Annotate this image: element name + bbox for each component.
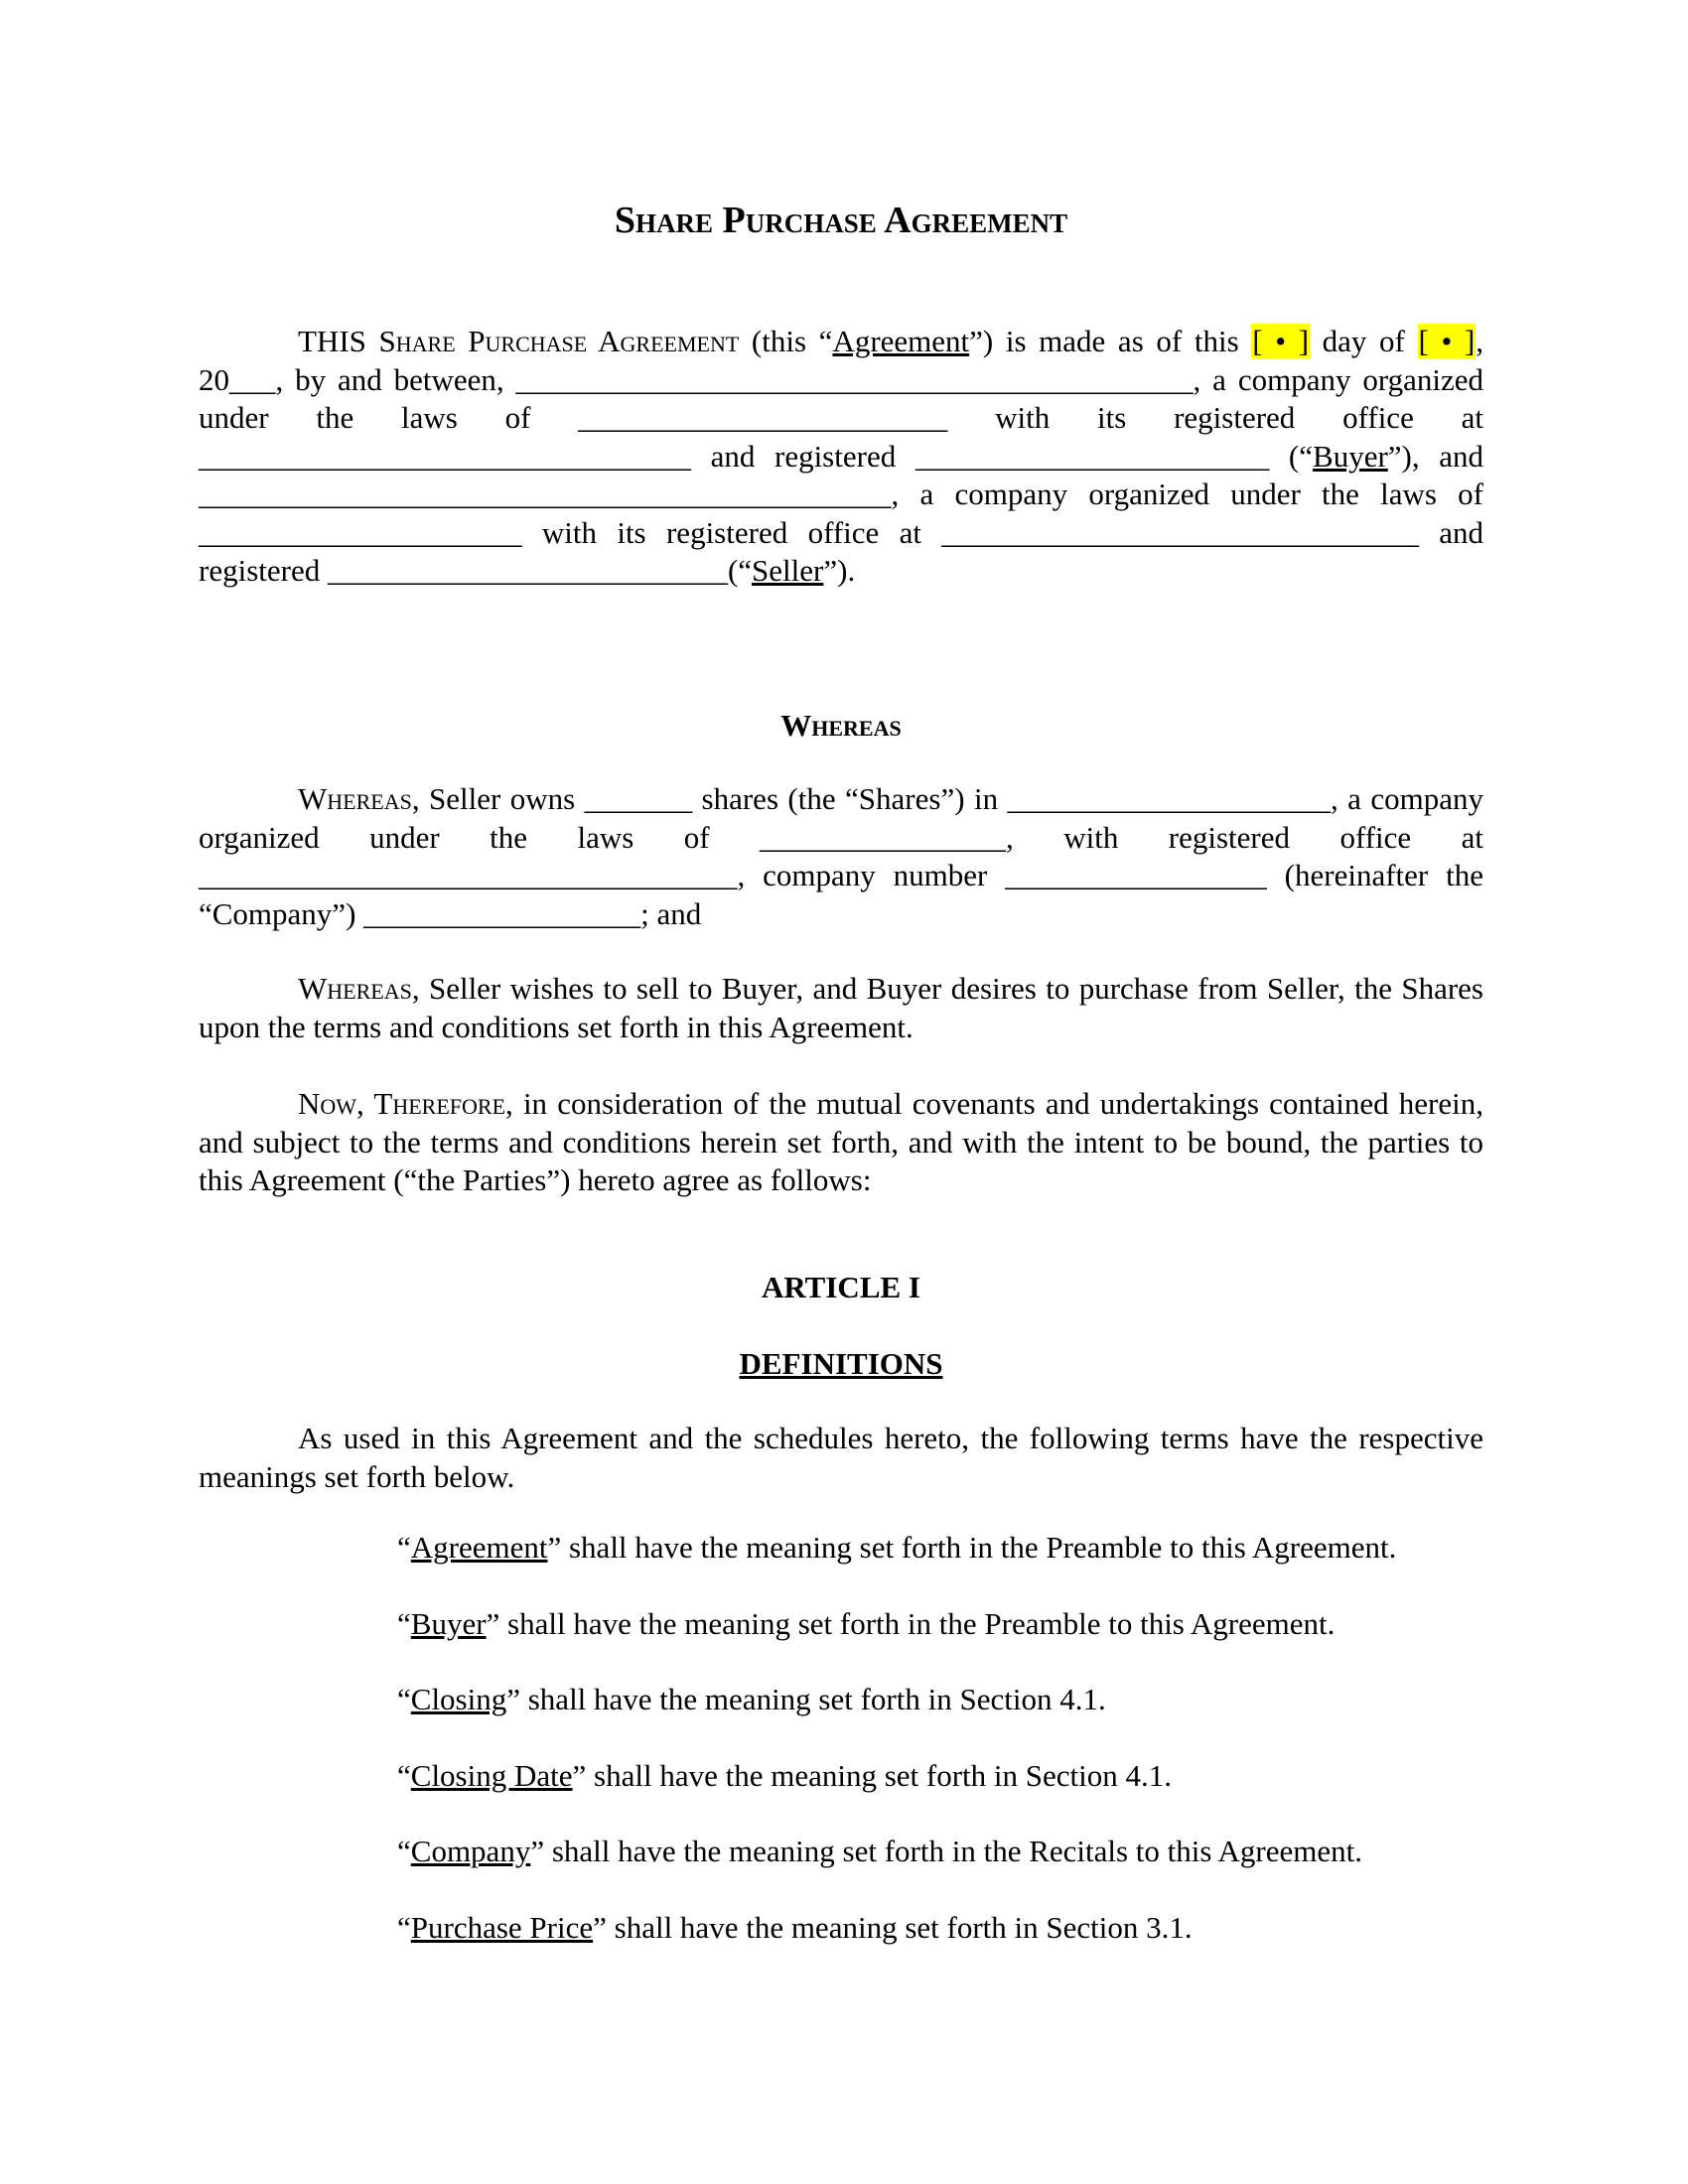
term-seller: Seller bbox=[752, 553, 824, 588]
now-therefore-paragraph bbox=[199, 1085, 1483, 1200]
term-agreement: Agreement bbox=[832, 324, 970, 358]
defined-term: Closing Date bbox=[410, 1757, 573, 1793]
open-quote: “ bbox=[397, 1530, 411, 1565]
date-month-placeholder[interactable]: [ • ] bbox=[1418, 324, 1476, 358]
definition-item bbox=[397, 1757, 1483, 1834]
intro-text-1: (this “ bbox=[739, 324, 833, 358]
definitions-heading: DEFINITIONS bbox=[739, 1346, 943, 1381]
definition-item bbox=[397, 1681, 1483, 1757]
open-quote: “ bbox=[397, 1757, 411, 1793]
defined-term: Company bbox=[410, 1834, 531, 1868]
whereas-text: , Seller wishes to sell to Buyer, and Buyer desires to purchase from Seller, the Shares upon the terms and conditions set forth in this Agreement. bbox=[199, 971, 1483, 1044]
intro-agreement-name: Share Purchase Agreement bbox=[378, 324, 740, 358]
term-buyer: Buyer bbox=[1313, 438, 1388, 474]
whereas-lead: Whereas bbox=[298, 971, 412, 1006]
intro-text-2: ”) is made as of this bbox=[969, 324, 1252, 358]
open-quote: “ bbox=[397, 1682, 411, 1716]
intro-text-4: , 20___, by and between, ____________________________________________, a company organized under the laws of ________________________ with its registered office at ________________________________ and registered _______________________ (“ bbox=[199, 324, 1484, 474]
open-quote: “ bbox=[397, 1834, 411, 1868]
whereas-paragraph-1 bbox=[199, 780, 1483, 933]
article-title: ARTICLE I bbox=[762, 1270, 920, 1304]
defined-term: Agreement bbox=[410, 1530, 548, 1565]
date-day-placeholder[interactable]: [ • ] bbox=[1252, 324, 1310, 358]
definition-item bbox=[397, 1833, 1483, 1909]
whereas-heading: Whereas bbox=[780, 708, 902, 743]
open-quote: “ bbox=[397, 1909, 411, 1945]
definition-item bbox=[397, 1909, 1483, 1985]
now-therefore-lead: Now, Therefore bbox=[298, 1086, 506, 1121]
definition-item bbox=[397, 1605, 1483, 1682]
intro-text-5: ”), and _____________________________________________, a company organized under the laws of _____________________ with its registered office at _______________________________ and registered __________________________(“ bbox=[199, 438, 1484, 588]
definition-text: ” shall have the meaning set forth in Section 4.1. bbox=[572, 1757, 1173, 1793]
definitions-list bbox=[397, 1529, 1483, 1984]
whereas-text: , Seller owns _______ shares (the “Shares”) in _____________________, a company organized under the laws of ________________, with registered office at ___________________________________, company number _________________ (hereinafter the “Company”) __________________; and bbox=[199, 781, 1483, 931]
definitions-intro-paragraph: As used in this Agreement and the schedules hereto, the following terms have the respective meanings set forth below. bbox=[199, 1421, 1483, 1494]
definition-text: ” shall have the meaning set forth in the Recitals to this Agreement. bbox=[530, 1834, 1362, 1868]
intro-text-3: day of bbox=[1310, 324, 1418, 358]
document-title: Share Purchase Agreement bbox=[614, 200, 1068, 241]
definition-text: ” shall have the meaning set forth in the Preamble to this Agreement. bbox=[486, 1605, 1336, 1641]
whereas-lead: Whereas bbox=[298, 781, 412, 816]
definition-text: ” shall have the meaning set forth in the Preamble to this Agreement. bbox=[547, 1530, 1397, 1565]
whereas-paragraph-2 bbox=[199, 970, 1483, 1046]
defined-term: Purchase Price bbox=[410, 1909, 594, 1945]
defined-term: Closing bbox=[410, 1682, 507, 1716]
definition-item bbox=[397, 1529, 1483, 1605]
defined-term: Buyer bbox=[410, 1605, 487, 1641]
now-therefore-text: , in consideration of the mutual covenants and undertakings contained herein, and subject to the terms and conditions herein set forth, and with the intent to be bound, the parties to this Agreement (“the Parties”) hereto agree as follows: bbox=[199, 1086, 1483, 1197]
intro-text-6: ”). bbox=[823, 553, 856, 588]
definition-text: ” shall have the meaning set forth in Section 4.1. bbox=[506, 1682, 1106, 1716]
open-quote: “ bbox=[397, 1605, 411, 1641]
definition-text: ” shall have the meaning set forth in Section 3.1. bbox=[593, 1909, 1193, 1945]
intro-lead: THIS bbox=[298, 324, 379, 358]
intro-paragraph bbox=[199, 323, 1483, 591]
